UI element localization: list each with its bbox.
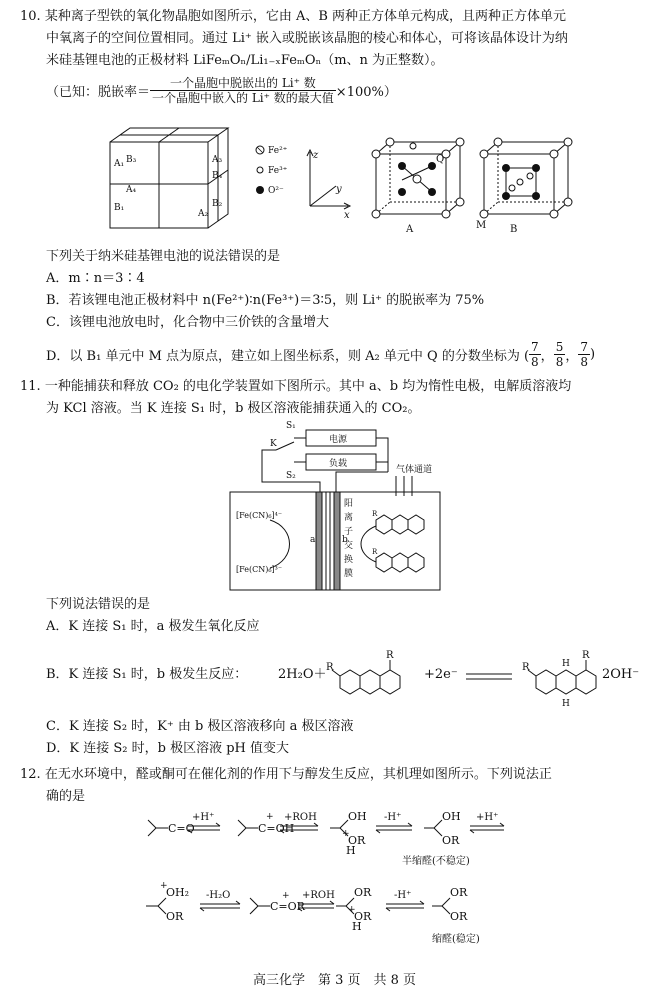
coord-fraction-2: $\frac{5}{8}$ bbox=[555, 340, 564, 369]
q12-number: 12. bbox=[20, 767, 41, 782]
arrow-left bbox=[270, 520, 290, 568]
cube-a-q-label: Q bbox=[436, 154, 445, 165]
q11-option-a: A．K 连接 S₁ 时，a 极发生氧化反应 bbox=[46, 619, 260, 634]
q12-line-1 bbox=[20, 766, 552, 784]
svg-text:换: 换 bbox=[344, 555, 354, 565]
svg-text:H: H bbox=[352, 920, 362, 933]
coord-fraction-3: $\frac{7}{8}$ bbox=[580, 340, 588, 369]
svg-text:C=OR: C=OR bbox=[270, 900, 305, 913]
svg-text:H: H bbox=[346, 844, 356, 857]
svg-text:交: 交 bbox=[344, 541, 354, 551]
q11-text-1: 一种能捕获和释放 CO₂ 的电化学装置如下图所示。其中 a、b 均为惰性电极，电解质溶液均 bbox=[44, 379, 572, 394]
svg-text:+: + bbox=[342, 829, 350, 839]
unit-cell-block bbox=[110, 128, 228, 228]
arrow-label-minus-h-2: -H⁺ bbox=[394, 890, 412, 901]
svg-text:+: + bbox=[282, 891, 290, 901]
arrow-label-roh-2: +ROH bbox=[302, 890, 335, 901]
cell-label-a2: A₂ bbox=[198, 209, 209, 219]
svg-text:OR: OR bbox=[354, 886, 372, 899]
svg-text:+: + bbox=[160, 881, 168, 891]
q12-line-2: 确的是 bbox=[46, 789, 86, 804]
q12-text-1: 在无水环境中，醛或酮可在催化剂的作用下与醇发生反应，其机理如图所示。下列说法正 bbox=[44, 767, 552, 782]
arrow-right bbox=[361, 526, 376, 562]
q10-option-c: C．该锂电池放电时，化合物中三价铁的含量增大 bbox=[46, 315, 329, 330]
svg-text:H: H bbox=[562, 699, 570, 709]
switch-k-label: K bbox=[270, 439, 277, 449]
known-suffix: ×100%） bbox=[335, 85, 397, 100]
cell-label-b1: B₁ bbox=[114, 203, 125, 213]
svg-text:子: 子 bbox=[344, 527, 354, 537]
legend-o-label: O²⁻ bbox=[268, 186, 284, 196]
q10-option-b: B．若该锂电池正极材料中 n(Fe²⁺)∶n(Fe³⁺)＝3∶5，则 Li⁺ 的脱嵌率为 75% bbox=[46, 293, 485, 308]
cube-b-m-label: M bbox=[476, 220, 487, 231]
q10-text-1: 某种离子型铁的氧化物晶胞如图所示，它由 A、B 两种正方体单元构成，且两种正方体单元 bbox=[44, 9, 567, 24]
q11-device-figure bbox=[226, 420, 462, 596]
svg-text:OR: OR bbox=[354, 910, 372, 923]
q12-mechanism-scheme bbox=[140, 806, 520, 956]
dihydrophenazine-product bbox=[516, 648, 616, 712]
axis-x-label: x bbox=[344, 210, 350, 221]
cell-label-b3: B₃ bbox=[126, 155, 137, 165]
switch-s2-label: S₂ bbox=[286, 471, 296, 481]
svg-text:OR: OR bbox=[166, 910, 184, 923]
q10-line-3: 米硅基锂电池的正极材料 LiFeₘOₙ/Li₁₋ₓFeₘOₙ（m、n 为正整数）。 bbox=[46, 53, 444, 68]
svg-text:C=OH: C=OH bbox=[258, 822, 295, 835]
load-label: 负载 bbox=[329, 459, 348, 469]
svg-text:+: + bbox=[266, 812, 274, 822]
axis-z-label: z bbox=[313, 150, 319, 161]
phenazine-top bbox=[376, 515, 424, 534]
legend bbox=[256, 146, 288, 196]
q10-crystal-figure bbox=[100, 118, 660, 242]
electrode-a-label: a bbox=[310, 535, 316, 545]
q11-option-c: C．K 连接 S₂ 时，K⁺ 由 b 极区溶液移向 a 极区溶液 bbox=[46, 719, 354, 734]
svg-text:+: + bbox=[348, 905, 356, 915]
q11-option-b-text: B．K 连接 S₁ 时，b 极发生反应： bbox=[46, 667, 248, 682]
page-footer: 高三化学 第 3 页 共 8 页 bbox=[252, 973, 417, 988]
svg-text:OH₂: OH₂ bbox=[166, 886, 190, 899]
q10-number: 10. bbox=[20, 9, 41, 24]
arrow-label-h-plus-2: +H⁺ bbox=[476, 812, 499, 823]
fe-cn-top-label: [Fe(CN)₆]⁴⁻ bbox=[236, 511, 283, 520]
cell-label-a4: A₄ bbox=[126, 185, 137, 195]
svg-text:R: R bbox=[386, 650, 394, 661]
svg-text:OR: OR bbox=[450, 886, 468, 899]
known-prefix: （已知：脱嵌率＝ bbox=[46, 85, 151, 100]
arrow-label-minus-h2o: -H₂O bbox=[206, 890, 231, 901]
y-axis bbox=[310, 186, 336, 206]
q11-line-1 bbox=[20, 378, 571, 396]
coord-fraction-1: $\frac{7}{8}$ bbox=[531, 340, 539, 369]
q11-stem: 下列说法错误的是 bbox=[46, 597, 151, 612]
phenazine-reactant bbox=[326, 648, 416, 708]
arrow-label-roh-1: +ROH bbox=[284, 812, 317, 823]
svg-text:离: 离 bbox=[344, 513, 354, 523]
q11-option-b bbox=[46, 648, 656, 714]
svg-text:R: R bbox=[326, 662, 334, 673]
legend-o-symbol bbox=[256, 186, 264, 194]
q10-option-a: A．m∶n＝3∶4 bbox=[46, 271, 145, 286]
q11-option-b-hydroxide: 2OH⁻ bbox=[602, 667, 640, 682]
cell-label-b4: B₄ bbox=[212, 171, 223, 181]
phenazine-bottom bbox=[376, 553, 424, 572]
cell-label-b2: B₂ bbox=[212, 199, 223, 209]
switch-k bbox=[276, 442, 294, 450]
arrow-label-h-plus-1: +H⁺ bbox=[192, 812, 215, 823]
q10-line-1 bbox=[20, 8, 566, 26]
svg-text:R: R bbox=[582, 650, 590, 661]
acetal-label: 缩醛(稳定) bbox=[432, 934, 480, 945]
arrow-label-minus-h-1: -H⁺ bbox=[384, 812, 402, 823]
electrode-b-label: b bbox=[342, 535, 348, 545]
legend-fe3-label: Fe³⁺ bbox=[268, 166, 288, 176]
gas-channel-label: 气体通道 bbox=[396, 465, 433, 475]
q10-option-d: D．以 B₁ 单元中 M 点为原点，建立如上图坐标系，则 A₂ 单元中 Q 的分数坐标为 ( $\frac{7}{8}$ ， $\frac{5}{8}$ ， $\frac{7}{8}$ ) bbox=[46, 340, 596, 369]
svg-text:H: H bbox=[562, 659, 570, 669]
svg-text:R: R bbox=[522, 662, 530, 673]
electrode-b bbox=[334, 492, 340, 590]
equals-sign bbox=[464, 670, 514, 684]
r-bottom: R bbox=[372, 548, 378, 556]
cube-a-label: A bbox=[406, 224, 414, 235]
svg-text:C=O: C=O bbox=[168, 822, 195, 835]
q11-option-b-electrons: +2e⁻ bbox=[424, 667, 458, 682]
axis-y-label: y bbox=[336, 184, 342, 195]
q11-number: 11. bbox=[20, 379, 41, 394]
known-fraction bbox=[150, 76, 336, 105]
q10-stem: 下列关于纳米硅基锂电池的说法错误的是 bbox=[46, 249, 281, 264]
legend-fe2-label: Fe²⁺ bbox=[268, 146, 288, 156]
svg-text:OH: OH bbox=[348, 810, 367, 823]
cell-label-a1: A₁ bbox=[114, 159, 125, 169]
known-numerator: 一个晶胞中脱嵌出的 Li⁺ 数 bbox=[150, 76, 336, 91]
cell-labels bbox=[113, 155, 223, 219]
power-label: 电源 bbox=[329, 435, 348, 445]
cube-b-label: B bbox=[510, 224, 518, 235]
known-denominator: 一个晶胞中嵌入的 Li⁺ 数的最大值 bbox=[152, 91, 334, 105]
q10-known-formula bbox=[46, 76, 397, 105]
q10-line-2: 中氧离子的空间位置相同。通过 Li⁺ 嵌入或脱嵌该晶胞的棱心和体心，可将该晶体设计为纳 bbox=[46, 31, 568, 46]
svg-text:OR: OR bbox=[348, 834, 366, 847]
q11-option-b-water: 2H₂O＋ bbox=[278, 667, 327, 682]
hemiacetal-label: 半缩醛(不稳定) bbox=[402, 856, 470, 867]
cell-label-a3: A₃ bbox=[212, 155, 223, 165]
fe-cn-bottom-label: [Fe(CN)₆]³⁻ bbox=[236, 565, 283, 574]
electrode-a bbox=[316, 492, 322, 590]
svg-text:膜: 膜 bbox=[344, 569, 354, 579]
r-top: R bbox=[372, 510, 378, 518]
q11-option-d: D．K 连接 S₂ 时，b 极区溶液 pH 值变大 bbox=[46, 741, 290, 756]
svg-text:阳: 阳 bbox=[344, 499, 354, 509]
legend-fe3-symbol bbox=[257, 167, 263, 173]
q11-line-2: 为 KCl 溶液。当 K 连接 S₁ 时，b 极区溶液能捕获通入的 CO₂。 bbox=[46, 401, 421, 416]
svg-text:OR: OR bbox=[442, 834, 460, 847]
svg-text:OR: OR bbox=[450, 910, 468, 923]
svg-text:OH: OH bbox=[442, 810, 461, 823]
q10-option-d-text: D．以 B₁ 单元中 M 点为原点，建立如上图坐标系，则 A₂ 单元中 Q 的分数坐标为 ( bbox=[46, 349, 530, 364]
switch-s1-label: S₁ bbox=[286, 421, 296, 431]
